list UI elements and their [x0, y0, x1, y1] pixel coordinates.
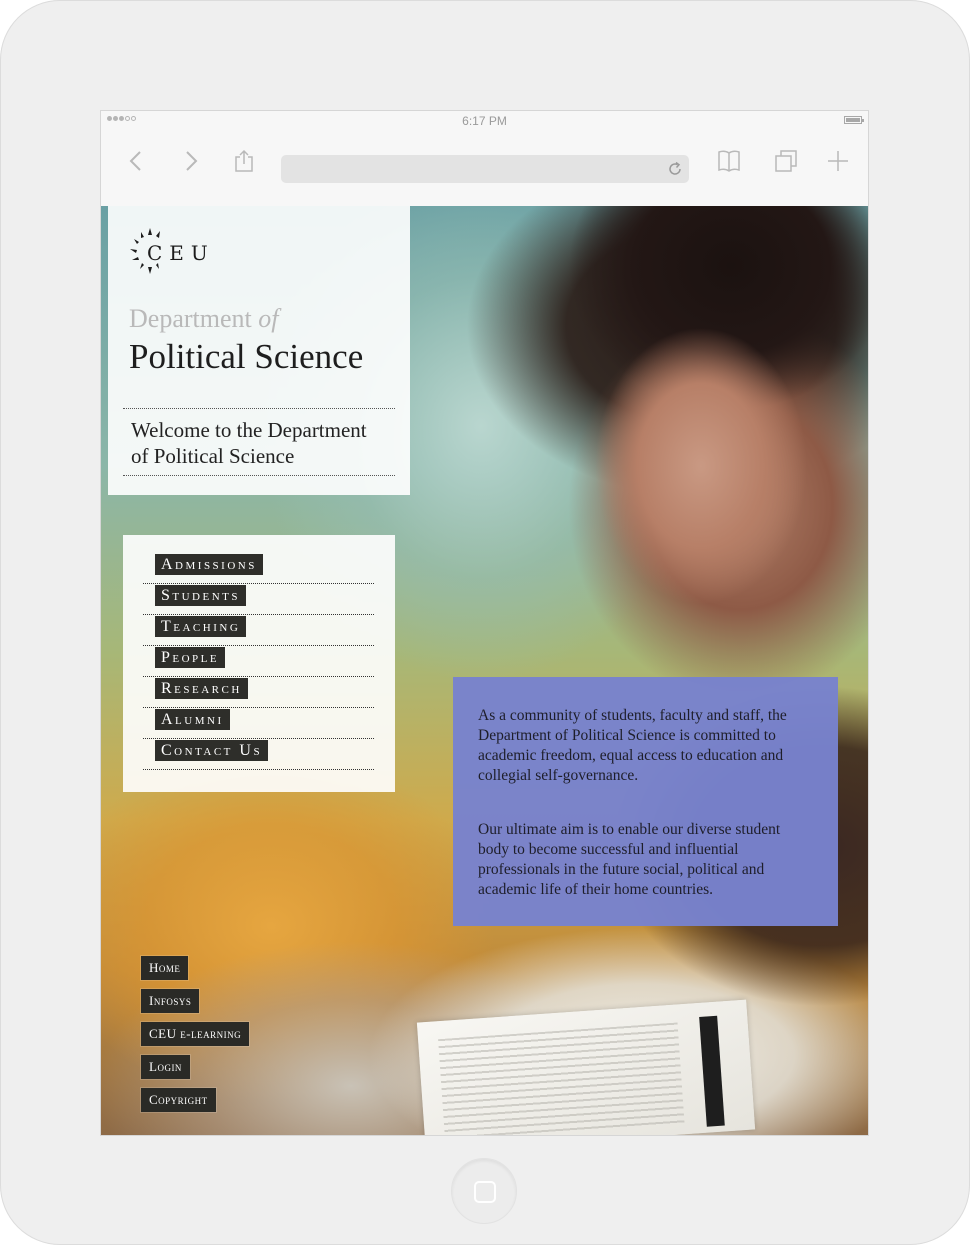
nav-item	[143, 646, 374, 677]
footer-link-login[interactable]: Login	[141, 1055, 190, 1079]
ceu-logo-text: CEU	[147, 241, 215, 265]
home-button[interactable]	[451, 1158, 517, 1224]
nav-item	[143, 584, 374, 615]
share-icon[interactable]	[232, 149, 256, 173]
dept-prefix: Department	[129, 304, 252, 333]
info-paragraph-community: As a community of students, faculty and staff, the Department of Political Science is committed to academic freedom, equal access to education and collegial self-governance.	[478, 707, 787, 784]
dept-of: of	[258, 304, 279, 333]
nav-link-teaching[interactable]: Teaching	[155, 616, 246, 637]
footer-item	[141, 1055, 249, 1088]
nav-item	[143, 553, 374, 584]
info-box	[453, 677, 838, 926]
hero-photo-face	[581, 316, 811, 616]
status-bar	[101, 111, 868, 131]
forward-icon[interactable]	[178, 149, 202, 173]
footer-link-infosys[interactable]: Infosys	[141, 989, 199, 1013]
footer-link-e-learning[interactable]: CEU e-learning	[141, 1022, 249, 1046]
nav-link-people[interactable]: People	[155, 647, 225, 668]
footer-item	[141, 956, 249, 989]
footer-link-home[interactable]: Home	[141, 956, 188, 980]
main-nav	[123, 535, 395, 792]
footer-link-copyright[interactable]: Copyright	[141, 1088, 216, 1112]
status-time: 6:17 PM	[462, 114, 507, 128]
browser-toolbar	[101, 131, 868, 206]
welcome-heading: Welcome to the Department of Political Science	[123, 408, 395, 476]
nav-item	[143, 615, 374, 646]
info-paragraph-aim: Our ultimate aim is to enable our diverse student body to become successful and influential professionals in the future social, political and academic life of their home countries.	[478, 821, 781, 898]
nav-link-research[interactable]: Research	[155, 678, 248, 699]
hero-photo-paper	[417, 1000, 755, 1136]
nav-link-students[interactable]: Students	[155, 585, 246, 606]
url-input[interactable]	[281, 155, 689, 183]
main-nav-list	[143, 553, 374, 770]
home-square-icon	[474, 1181, 496, 1203]
battery-icon	[844, 116, 862, 124]
bookmarks-icon[interactable]	[717, 149, 741, 173]
new-tab-icon[interactable]	[826, 149, 850, 173]
nav-item	[143, 739, 374, 770]
nav-link-admissions[interactable]: Admissions	[155, 554, 263, 575]
reload-icon[interactable]	[667, 161, 683, 177]
tabs-icon[interactable]	[774, 149, 798, 173]
back-icon[interactable]	[125, 149, 149, 173]
nav-link-contact-us[interactable]: Contact Us	[155, 740, 268, 761]
footer-item	[141, 1022, 249, 1055]
address-bar[interactable]	[281, 155, 689, 183]
dept-label	[129, 304, 278, 334]
nav-item	[143, 677, 374, 708]
nav-item	[143, 708, 374, 739]
site-header	[108, 206, 410, 495]
footer-nav	[141, 956, 249, 1121]
footer-item	[141, 1088, 249, 1121]
ceu-logo[interactable]	[128, 226, 218, 278]
tablet-screen	[100, 110, 869, 1136]
page-title: Political Science	[129, 337, 364, 376]
web-page	[101, 206, 869, 1136]
footer-item	[141, 989, 249, 1022]
nav-link-alumni[interactable]: Alumni	[155, 709, 230, 730]
